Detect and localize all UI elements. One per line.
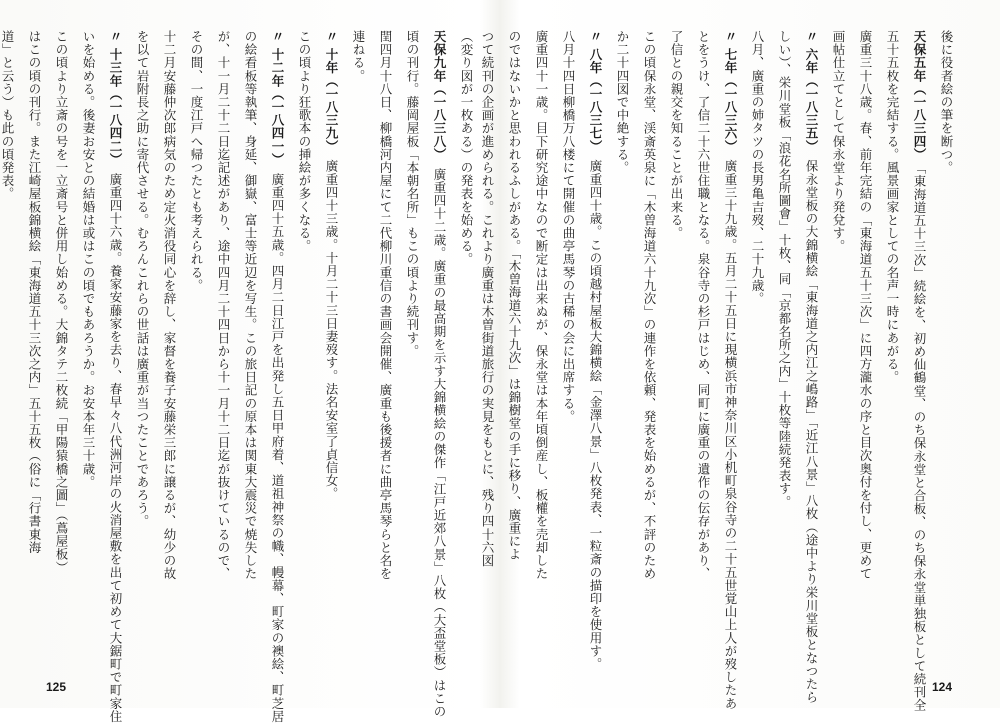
column-text: はこの頃の刊行。また江崎屋板錦横絵「東海道五十三次之内」五十五枚（俗に「行書東海 xyxy=(27,30,42,554)
text-column xyxy=(609,30,636,650)
column-text: の絵看板等執筆、身延、御嶽、富士等近辺を写生。この旅日記の原本は関東大震災で焼失した xyxy=(243,30,258,581)
column-text: 閏四月十八日、柳橋河内屋にて二代柳川重信の書画会開催、廣重も後援者に曲亭馬琴らと名を xyxy=(378,30,393,581)
text-column xyxy=(237,30,264,650)
text-column xyxy=(264,30,291,723)
year-heading: 天保九年（一八三八） xyxy=(432,30,447,155)
text-column xyxy=(663,30,690,650)
text-column xyxy=(501,30,528,650)
text-column xyxy=(933,30,960,650)
text-column xyxy=(345,30,372,650)
text-column xyxy=(156,30,183,650)
column-text: 八月十四日柳橋万八楼にて開催の曲亭馬琴の古稀の会に出席する。 xyxy=(561,30,576,423)
text-column xyxy=(798,30,825,704)
text-column xyxy=(690,30,717,650)
right-page xyxy=(480,0,1000,712)
text-column xyxy=(474,30,501,650)
text-column xyxy=(636,30,663,650)
year-heading: 〃 十二年（一八四一） xyxy=(270,30,285,160)
column-text: この頃保永堂、渓斎英泉に「木曽海道六十九次」の連作を依頼、発表を始めるが、不評のため xyxy=(642,30,657,581)
column-text: 八月、廣重の姉タツの長男亀吉歿、二十九歳。 xyxy=(750,30,765,306)
column-text: この頃より狂歌本の挿絵が多くなる。 xyxy=(297,30,312,253)
year-heading: 〃 十年（一八三九） xyxy=(324,30,339,147)
year-heading: 〃 八年（一八三七） xyxy=(588,30,603,147)
page-number-right: 124 xyxy=(932,680,953,694)
year-heading: 〃 十三年（一八四二） xyxy=(108,30,123,160)
text-column xyxy=(426,30,453,719)
column-text: 廣重三十九歳。五月二十五日に現横浜市神奈川区小机町泉谷寺の二十五世覚山上人が歿したあ xyxy=(723,159,738,710)
text-column xyxy=(879,30,906,650)
column-text: 道」と云う）も此の頃発表。 xyxy=(0,30,15,201)
text-column xyxy=(528,30,555,650)
text-column xyxy=(717,30,744,710)
text-column xyxy=(744,30,771,650)
year-heading: 〃 七年（一八三六） xyxy=(723,30,738,147)
column-text: 廣重三十八歳。春、前年完結の「東海道五十三次」に四方瀧水の序と目次奥付を付し、更めて xyxy=(858,30,873,581)
column-text: とをうけ、了信二十六世住職となる。泉谷寺の杉戸はじめ、同町に廣重の遺作の伝存があり、 xyxy=(696,30,711,581)
text-column xyxy=(852,30,879,650)
text-column xyxy=(372,30,399,650)
text-column xyxy=(291,30,318,650)
column-text: 廣重四十六歳。養家安藤家を去り、春早々八代洲河岸の火消屋敷を出て初めて大鋸町で町家住 xyxy=(108,172,123,723)
text-column xyxy=(825,30,852,650)
column-text: （変り図が一枚ある）の発表を始める。 xyxy=(459,30,474,266)
column-text: のではないかと思われるふしがある。「木曽海道六十九次」は錦樹堂の手に移り、廣重によ xyxy=(507,30,522,561)
column-text: つて続刊の企画が進められる。これより廣重は木曽街道旅行の実見をもとに、残り四十六図 xyxy=(480,30,495,568)
text-column xyxy=(906,30,933,712)
column-text: 廣重四十歳。この頃越村屋板大錦横絵「金澤八景」八枚発表、一粒斎の描印を使用す。 xyxy=(588,159,603,671)
column-text: が、十一月二十二日迄記述があり、途中四月二十四日から十一月十二日迄が抜けているので、 xyxy=(216,30,231,581)
column-text: 了信との親交を知ることが出来る。 xyxy=(669,30,684,240)
text-column xyxy=(129,30,156,650)
text-column xyxy=(21,30,48,650)
column-text: 頃の刊行。藤岡屋板「本朝名所」もこの頃より続刊す。 xyxy=(405,30,420,358)
column-text: 保永堂板の大錦横絵「東海道之内江之嶋路」「近江八景」八枚（途中より栄川堂板となつたら xyxy=(804,159,819,704)
page-number-left: 125 xyxy=(46,680,67,694)
column-text: 後に役者絵の筆を断つ。 xyxy=(939,30,954,175)
column-text: を以て岩附長之助に寄代させる。むろんこれらの世話は廣重が当つたことであろう。 xyxy=(135,30,150,528)
text-column xyxy=(399,30,426,650)
text-column xyxy=(102,30,129,723)
column-text: 廣重四十一歳。目下研究途中なので断定は出来ぬが、保永堂は本年頃倒産し、板權を売却した xyxy=(534,30,549,581)
year-heading: 天保五年（一八三四） xyxy=(912,30,927,155)
text-column xyxy=(210,30,237,650)
column-text: その間、一度江戸へ帰つたとも考えられる。 xyxy=(189,30,204,292)
column-text: か二十四図で中絶する。 xyxy=(615,30,630,175)
column-text: 廣重四十三歳。十月二十三日妻歿す。法名安室了貞信女。 xyxy=(324,159,339,501)
column-text: 画帖仕立てとして保永堂より発兌す。 xyxy=(831,30,846,253)
text-column xyxy=(771,30,798,650)
text-column xyxy=(318,30,345,650)
column-text: 廣重四十五歳。四月二日江戸を出発し五日甲府着、道祖神祭の幟、幔幕、町家の襖絵、町芝居 xyxy=(270,172,285,723)
text-column xyxy=(582,30,609,671)
text-column xyxy=(75,30,102,650)
text-column xyxy=(555,30,582,650)
column-text: 五十五枚を完結する。風景画家としての名声一時にあがる。 xyxy=(885,30,900,384)
text-column xyxy=(0,30,21,650)
column-text: 廣重四十二歳。廣重の最高期を示す大錦横絵の傑作「江戸近郊八景」八枚（大盃堂板）はこの xyxy=(432,167,447,719)
column-text: 十二月安藤仲次郎病気のため定火消役同心を辞し、家督を養子安藤栄三郎に譲るが、幼少の故 xyxy=(162,30,177,581)
column-text: いを始める。後妻お安との結婚は或はこの頃でもあろうか。お安本年三十歳。 xyxy=(81,30,96,489)
text-column xyxy=(48,30,75,650)
year-heading: 〃 六年（一八三五） xyxy=(804,30,819,147)
column-text: しい）、栄川堂板「浪花名所圖會」十枚、同「京都名所之内」十枚等陸続発表す。 xyxy=(777,30,792,509)
column-text: 連ねる。 xyxy=(351,30,366,83)
column-text: 「東海道五十三次」続絵を、初め仙鶴堂、のち保永堂と合板、のち保永堂単独板として続刊全 xyxy=(912,167,927,712)
text-column xyxy=(183,30,210,650)
column-text: この頃より立斎の号を一立斎号と併用し始める。大錦タテ二枚続「甲陽猿橋之圖」（蔦屋板） xyxy=(54,30,69,574)
